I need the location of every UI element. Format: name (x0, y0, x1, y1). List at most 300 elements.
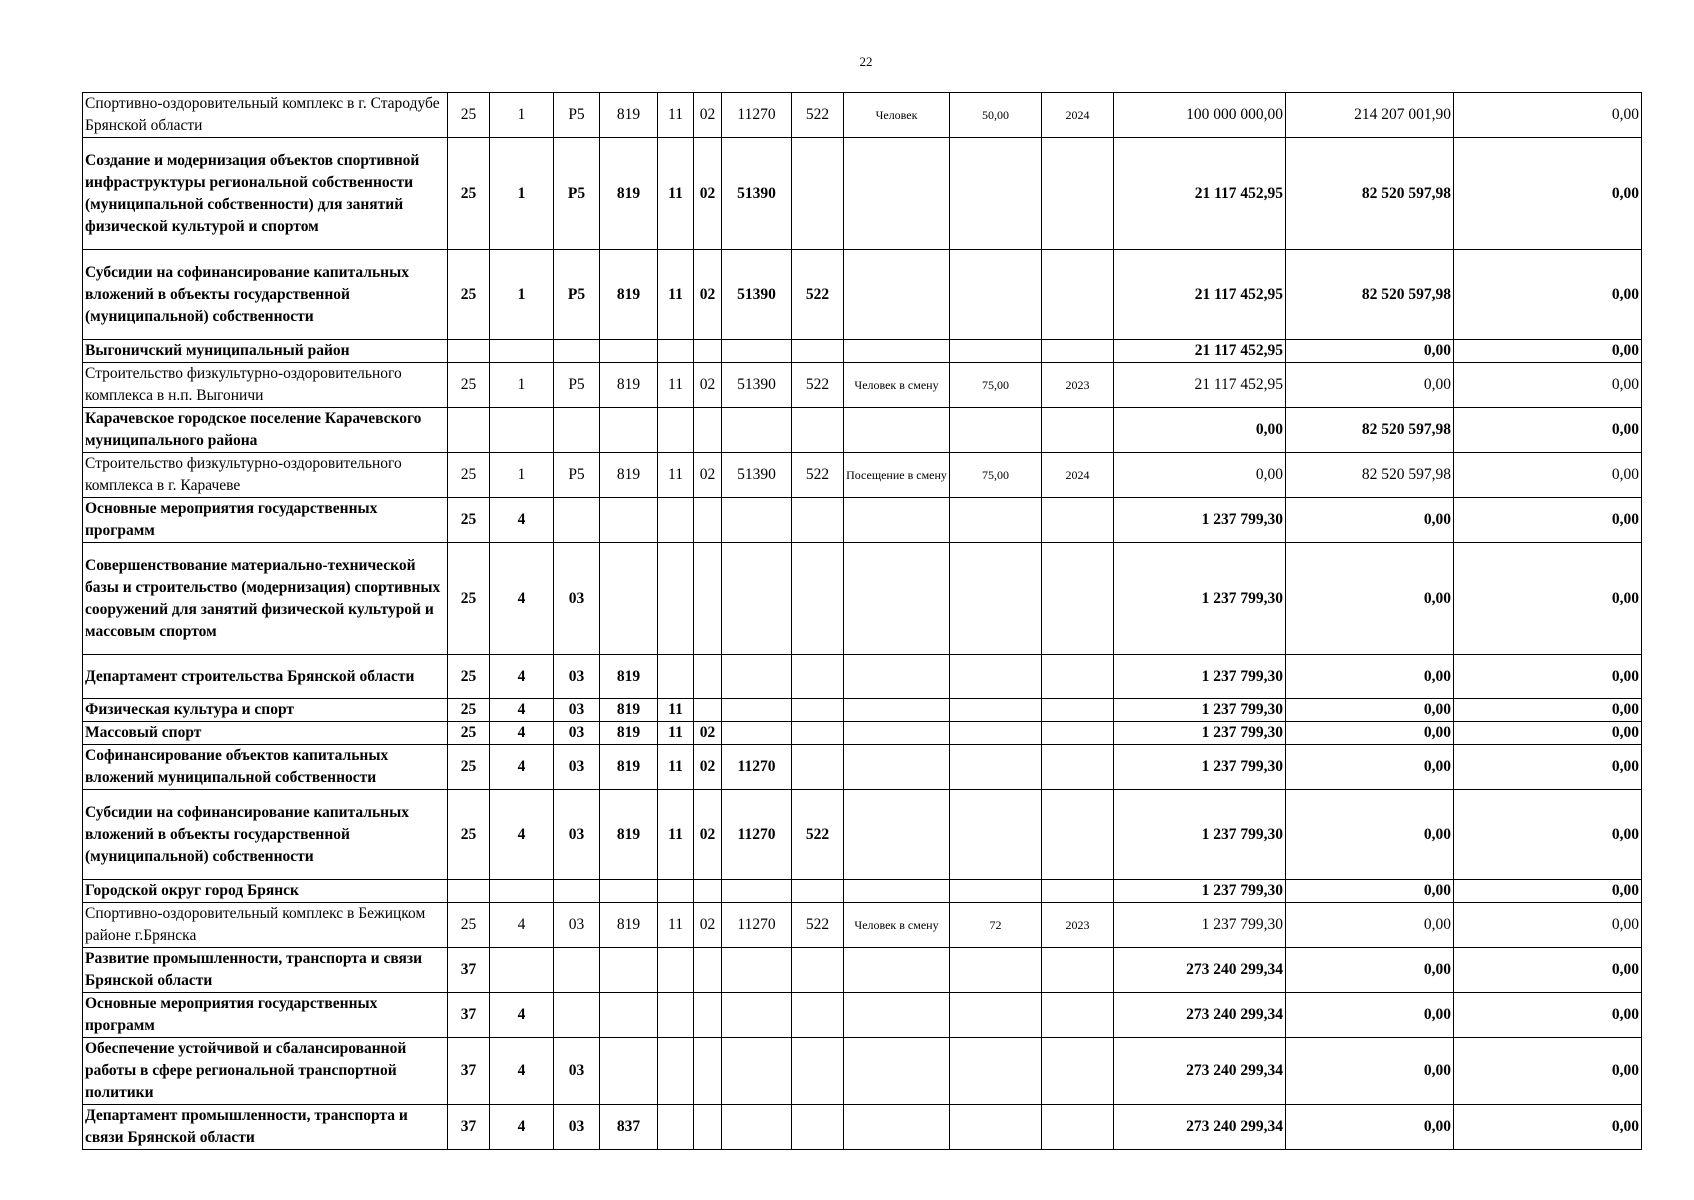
cell-c2: 4 (490, 1038, 554, 1105)
cell-year: 2023 (1042, 903, 1114, 948)
cell-c7 (722, 948, 792, 993)
cell-c3: 03 (554, 543, 600, 655)
cell-v2: 0,00 (1286, 498, 1454, 543)
table-row (83, 93, 1642, 138)
cell-name: Департамент промышленности, транспорта и связи Брянской области (83, 1105, 448, 1150)
cell-c1: 25 (448, 903, 490, 948)
cell-c8 (792, 880, 844, 903)
cell-cap: 72 (950, 903, 1042, 948)
cell-v3: 0,00 (1454, 498, 1642, 543)
cell-v3: 0,00 (1454, 1105, 1642, 1150)
cell-c4: 837 (600, 1105, 658, 1150)
cell-name: Спортивно-оздоровительный комплекс в г. Стародубе Брянской области (83, 93, 448, 138)
cell-c1: 25 (448, 138, 490, 250)
cell-v3: 0,00 (1454, 93, 1642, 138)
cell-c5 (658, 340, 694, 363)
cell-cap (950, 498, 1042, 543)
cell-c5 (658, 948, 694, 993)
cell-c2: 4 (490, 699, 554, 722)
cell-name: Департамент строительства Брянской области (83, 655, 448, 699)
cell-unit (844, 790, 950, 880)
cell-c3 (554, 408, 600, 453)
cell-unit (844, 745, 950, 790)
cell-v2: 0,00 (1286, 722, 1454, 745)
cell-year (1042, 722, 1114, 745)
table-row (83, 722, 1642, 745)
cell-v2: 0,00 (1286, 993, 1454, 1038)
cell-v3: 0,00 (1454, 880, 1642, 903)
cell-c3: 03 (554, 655, 600, 699)
cell-c2 (490, 948, 554, 993)
cell-c4 (600, 340, 658, 363)
cell-c6: 02 (694, 363, 722, 408)
cell-c7 (722, 993, 792, 1038)
table-row (83, 498, 1642, 543)
cell-c4: 819 (600, 250, 658, 340)
cell-v2: 0,00 (1286, 543, 1454, 655)
cell-c1: 25 (448, 498, 490, 543)
cell-unit (844, 543, 950, 655)
cell-v3: 0,00 (1454, 993, 1642, 1038)
cell-v3: 0,00 (1454, 745, 1642, 790)
cell-c6: 02 (694, 138, 722, 250)
table-row (83, 880, 1642, 903)
cell-c1 (448, 408, 490, 453)
cell-name: Основные мероприятия государственных программ (83, 498, 448, 543)
cell-c2: 1 (490, 453, 554, 498)
cell-year (1042, 138, 1114, 250)
cell-v2: 0,00 (1286, 903, 1454, 948)
cell-v1: 21 117 452,95 (1114, 340, 1286, 363)
cell-c3 (554, 948, 600, 993)
cell-year (1042, 655, 1114, 699)
cell-v1: 1 237 799,30 (1114, 745, 1286, 790)
cell-c5: 11 (658, 722, 694, 745)
cell-c8 (792, 655, 844, 699)
cell-cap (950, 138, 1042, 250)
cell-cap (950, 340, 1042, 363)
cell-v1: 1 237 799,30 (1114, 903, 1286, 948)
cell-c2: 4 (490, 1105, 554, 1150)
table-row (83, 453, 1642, 498)
cell-cap (950, 1105, 1042, 1150)
cell-c4 (600, 1038, 658, 1105)
cell-c3: 03 (554, 1038, 600, 1105)
cell-v1: 21 117 452,95 (1114, 363, 1286, 408)
cell-name: Физическая культура и спорт (83, 699, 448, 722)
cell-c2 (490, 340, 554, 363)
cell-year (1042, 1038, 1114, 1105)
cell-c3: P5 (554, 138, 600, 250)
cell-c7 (722, 1105, 792, 1150)
cell-c8: 522 (792, 903, 844, 948)
cell-c1: 25 (448, 745, 490, 790)
cell-c2: 4 (490, 790, 554, 880)
cell-c5 (658, 498, 694, 543)
cell-v2: 0,00 (1286, 1038, 1454, 1105)
cell-c3 (554, 880, 600, 903)
cell-c4 (600, 498, 658, 543)
cell-name: Создание и модернизация объектов спортивной инфраструктуры региональной собственности (муниципальной собственности) для занятий физической культурой и спортом (83, 138, 448, 250)
cell-year (1042, 993, 1114, 1038)
table-row (83, 699, 1642, 722)
cell-c2 (490, 880, 554, 903)
cell-c2: 4 (490, 745, 554, 790)
cell-year (1042, 408, 1114, 453)
cell-cap (950, 722, 1042, 745)
cell-c5: 11 (658, 93, 694, 138)
cell-c6 (694, 993, 722, 1038)
cell-c7 (722, 722, 792, 745)
table-row (83, 1105, 1642, 1150)
cell-year (1042, 745, 1114, 790)
cell-v1: 273 240 299,34 (1114, 1038, 1286, 1105)
cell-v1: 273 240 299,34 (1114, 948, 1286, 993)
cell-name: Строительство физкультурно-оздоровительного комплекса в г. Карачеве (83, 453, 448, 498)
table-row (83, 993, 1642, 1038)
cell-c6 (694, 340, 722, 363)
cell-c3 (554, 340, 600, 363)
cell-unit: Человек (844, 93, 950, 138)
cell-cap: 75,00 (950, 453, 1042, 498)
cell-c7: 51390 (722, 250, 792, 340)
budget-table (82, 92, 1642, 1150)
cell-c7: 11270 (722, 93, 792, 138)
cell-cap (950, 880, 1042, 903)
table-row (83, 1038, 1642, 1105)
cell-c2: 4 (490, 543, 554, 655)
cell-c4 (600, 880, 658, 903)
cell-c3: 03 (554, 699, 600, 722)
cell-v1: 100 000 000,00 (1114, 93, 1286, 138)
cell-v3: 0,00 (1454, 453, 1642, 498)
cell-v2: 0,00 (1286, 363, 1454, 408)
cell-c4: 819 (600, 363, 658, 408)
cell-unit (844, 498, 950, 543)
cell-c3: P5 (554, 453, 600, 498)
cell-c6 (694, 543, 722, 655)
cell-cap: 75,00 (950, 363, 1042, 408)
cell-c8 (792, 722, 844, 745)
cell-v2: 0,00 (1286, 655, 1454, 699)
cell-c8 (792, 138, 844, 250)
cell-year (1042, 340, 1114, 363)
cell-c2: 4 (490, 498, 554, 543)
table-body (83, 93, 1642, 1150)
cell-c1 (448, 880, 490, 903)
cell-c4: 819 (600, 903, 658, 948)
cell-unit: Посещение в смену (844, 453, 950, 498)
cell-c4 (600, 543, 658, 655)
cell-c3 (554, 498, 600, 543)
cell-c7 (722, 340, 792, 363)
cell-c7 (722, 655, 792, 699)
cell-c1: 25 (448, 722, 490, 745)
cell-c7 (722, 408, 792, 453)
cell-c8 (792, 543, 844, 655)
cell-c2: 1 (490, 363, 554, 408)
cell-c6 (694, 699, 722, 722)
cell-unit: Человек в смену (844, 903, 950, 948)
cell-c5 (658, 993, 694, 1038)
cell-c1: 25 (448, 655, 490, 699)
cell-year (1042, 948, 1114, 993)
cell-name: Городской округ город Брянск (83, 880, 448, 903)
cell-c3: 03 (554, 903, 600, 948)
cell-c5 (658, 1038, 694, 1105)
cell-v3: 0,00 (1454, 1038, 1642, 1105)
cell-v2: 0,00 (1286, 1105, 1454, 1150)
cell-c7: 51390 (722, 453, 792, 498)
cell-c4 (600, 948, 658, 993)
cell-c3: 03 (554, 1105, 600, 1150)
cell-v3: 0,00 (1454, 250, 1642, 340)
cell-c5 (658, 408, 694, 453)
cell-year: 2024 (1042, 453, 1114, 498)
cell-unit (844, 948, 950, 993)
cell-year (1042, 790, 1114, 880)
table-row (83, 363, 1642, 408)
table-row (83, 138, 1642, 250)
cell-c7 (722, 498, 792, 543)
cell-name: Субсидии на софинансирование капитальных вложений в объекты государственной (муниципальной) собственности (83, 250, 448, 340)
cell-cap (950, 790, 1042, 880)
cell-c2: 4 (490, 903, 554, 948)
table-row (83, 408, 1642, 453)
cell-year: 2023 (1042, 363, 1114, 408)
cell-v2: 82 520 597,98 (1286, 453, 1454, 498)
cell-c1: 25 (448, 363, 490, 408)
cell-v3: 0,00 (1454, 722, 1642, 745)
cell-c4: 819 (600, 138, 658, 250)
cell-v2: 0,00 (1286, 948, 1454, 993)
cell-cap (950, 745, 1042, 790)
cell-c1: 37 (448, 948, 490, 993)
cell-c5: 11 (658, 138, 694, 250)
cell-unit (844, 699, 950, 722)
cell-name: Обеспечение устойчивой и сбалансированной работы в сфере региональной транспортной политики (83, 1038, 448, 1105)
cell-v1: 1 237 799,30 (1114, 655, 1286, 699)
cell-c8 (792, 1038, 844, 1105)
cell-unit (844, 880, 950, 903)
cell-c3: 03 (554, 722, 600, 745)
cell-c7 (722, 543, 792, 655)
cell-c8 (792, 340, 844, 363)
cell-c8: 522 (792, 453, 844, 498)
cell-v2: 82 520 597,98 (1286, 408, 1454, 453)
cell-c1: 25 (448, 250, 490, 340)
cell-c1: 37 (448, 1038, 490, 1105)
cell-cap (950, 543, 1042, 655)
cell-name: Массовый спорт (83, 722, 448, 745)
cell-c5: 11 (658, 453, 694, 498)
cell-unit (844, 408, 950, 453)
cell-c1 (448, 340, 490, 363)
cell-v2: 0,00 (1286, 790, 1454, 880)
cell-name: Субсидии на софинансирование капитальных вложений в объекты государственной (муниципальной) собственности (83, 790, 448, 880)
cell-year (1042, 250, 1114, 340)
cell-c5 (658, 655, 694, 699)
cell-cap (950, 1038, 1042, 1105)
cell-c5 (658, 1105, 694, 1150)
cell-c8 (792, 745, 844, 790)
cell-c8 (792, 1105, 844, 1150)
cell-unit (844, 722, 950, 745)
cell-c6: 02 (694, 93, 722, 138)
cell-v1: 1 237 799,30 (1114, 722, 1286, 745)
cell-c8: 522 (792, 790, 844, 880)
cell-v2: 0,00 (1286, 340, 1454, 363)
table-row (83, 790, 1642, 880)
cell-c3: 03 (554, 745, 600, 790)
cell-unit (844, 1038, 950, 1105)
cell-c8 (792, 948, 844, 993)
cell-c5: 11 (658, 699, 694, 722)
cell-c6: 02 (694, 250, 722, 340)
cell-c6 (694, 948, 722, 993)
cell-c5: 11 (658, 790, 694, 880)
cell-c2: 4 (490, 993, 554, 1038)
cell-v3: 0,00 (1454, 138, 1642, 250)
cell-c1: 25 (448, 453, 490, 498)
cell-year: 2024 (1042, 93, 1114, 138)
cell-c3: P5 (554, 250, 600, 340)
cell-v3: 0,00 (1454, 948, 1642, 993)
cell-c6: 02 (694, 790, 722, 880)
cell-v1: 1 237 799,30 (1114, 498, 1286, 543)
cell-c4 (600, 993, 658, 1038)
cell-v3: 0,00 (1454, 790, 1642, 880)
cell-c8: 522 (792, 363, 844, 408)
cell-c4: 819 (600, 453, 658, 498)
cell-v1: 0,00 (1114, 453, 1286, 498)
cell-unit (844, 138, 950, 250)
cell-unit (844, 993, 950, 1038)
cell-v3: 0,00 (1454, 340, 1642, 363)
cell-c4: 819 (600, 722, 658, 745)
cell-v2: 0,00 (1286, 699, 1454, 722)
cell-cap (950, 408, 1042, 453)
table-row (83, 948, 1642, 993)
cell-year (1042, 880, 1114, 903)
cell-c6: 02 (694, 745, 722, 790)
cell-year (1042, 543, 1114, 655)
cell-c1: 37 (448, 993, 490, 1038)
cell-c1: 25 (448, 543, 490, 655)
cell-c5: 11 (658, 250, 694, 340)
cell-c6: 02 (694, 453, 722, 498)
cell-c8: 522 (792, 93, 844, 138)
cell-v1: 21 117 452,95 (1114, 138, 1286, 250)
cell-c8: 522 (792, 250, 844, 340)
cell-c6 (694, 655, 722, 699)
cell-year (1042, 699, 1114, 722)
cell-c7: 11270 (722, 745, 792, 790)
cell-unit (844, 1105, 950, 1150)
cell-c7: 51390 (722, 138, 792, 250)
cell-c1: 25 (448, 93, 490, 138)
cell-v1: 1 237 799,30 (1114, 543, 1286, 655)
table-row (83, 903, 1642, 948)
cell-cap (950, 993, 1042, 1038)
cell-name: Строительство физкультурно-оздоровительного комплекса в н.п. Выгоничи (83, 363, 448, 408)
cell-v1: 21 117 452,95 (1114, 250, 1286, 340)
cell-c1: 25 (448, 699, 490, 722)
cell-unit: Человек в смену (844, 363, 950, 408)
cell-name: Выгоничский муниципальный район (83, 340, 448, 363)
cell-v1: 273 240 299,34 (1114, 993, 1286, 1038)
cell-c7 (722, 880, 792, 903)
page-number: 22 (859, 54, 873, 69)
cell-c7 (722, 1038, 792, 1105)
cell-c7: 11270 (722, 903, 792, 948)
cell-name: Совершенствование материально-технической базы и строительство (модернизация) спортивных сооружений для занятий физической культурой и массовым спортом (83, 543, 448, 655)
cell-c1: 37 (448, 1105, 490, 1150)
cell-unit (844, 340, 950, 363)
cell-c6: 02 (694, 903, 722, 948)
cell-c4: 819 (600, 655, 658, 699)
cell-c6 (694, 880, 722, 903)
cell-name: Основные мероприятия государственных программ (83, 993, 448, 1038)
table-row (83, 250, 1642, 340)
cell-year (1042, 1105, 1114, 1150)
cell-v3: 0,00 (1454, 543, 1642, 655)
cell-v2: 82 520 597,98 (1286, 138, 1454, 250)
cell-c7 (722, 699, 792, 722)
cell-c5: 11 (658, 745, 694, 790)
cell-c5: 11 (658, 903, 694, 948)
cell-c4: 819 (600, 790, 658, 880)
cell-c6 (694, 408, 722, 453)
cell-c1: 25 (448, 790, 490, 880)
cell-v1: 1 237 799,30 (1114, 790, 1286, 880)
cell-name: Спортивно-оздоровительный комплекс в Бежицком районе г.Брянска (83, 903, 448, 948)
table-row (83, 745, 1642, 790)
cell-c8 (792, 408, 844, 453)
cell-name: Софинансирование объектов капитальных вложений муниципальной собственности (83, 745, 448, 790)
cell-c3: 03 (554, 790, 600, 880)
cell-c4 (600, 408, 658, 453)
cell-cap (950, 655, 1042, 699)
cell-v1: 1 237 799,30 (1114, 699, 1286, 722)
table-row (83, 340, 1642, 363)
cell-c6 (694, 498, 722, 543)
cell-c8 (792, 993, 844, 1038)
cell-c7: 51390 (722, 363, 792, 408)
cell-v2: 82 520 597,98 (1286, 250, 1454, 340)
cell-unit (844, 250, 950, 340)
cell-c3: P5 (554, 93, 600, 138)
cell-v3: 0,00 (1454, 408, 1642, 453)
cell-c2: 1 (490, 250, 554, 340)
cell-c4: 819 (600, 93, 658, 138)
cell-c6 (694, 1105, 722, 1150)
cell-name: Карачевское городское поселение Карачевского муниципального района (83, 408, 448, 453)
cell-v1: 0,00 (1114, 408, 1286, 453)
cell-c4: 819 (600, 699, 658, 722)
table-row (83, 543, 1642, 655)
cell-v2: 0,00 (1286, 880, 1454, 903)
cell-name: Развитие промышленности, транспорта и связи Брянской области (83, 948, 448, 993)
cell-c3 (554, 993, 600, 1038)
cell-c8 (792, 699, 844, 722)
cell-c6 (694, 1038, 722, 1105)
cell-v1: 1 237 799,30 (1114, 880, 1286, 903)
cell-v2: 0,00 (1286, 745, 1454, 790)
cell-cap (950, 699, 1042, 722)
cell-c5: 11 (658, 363, 694, 408)
cell-c7: 11270 (722, 790, 792, 880)
